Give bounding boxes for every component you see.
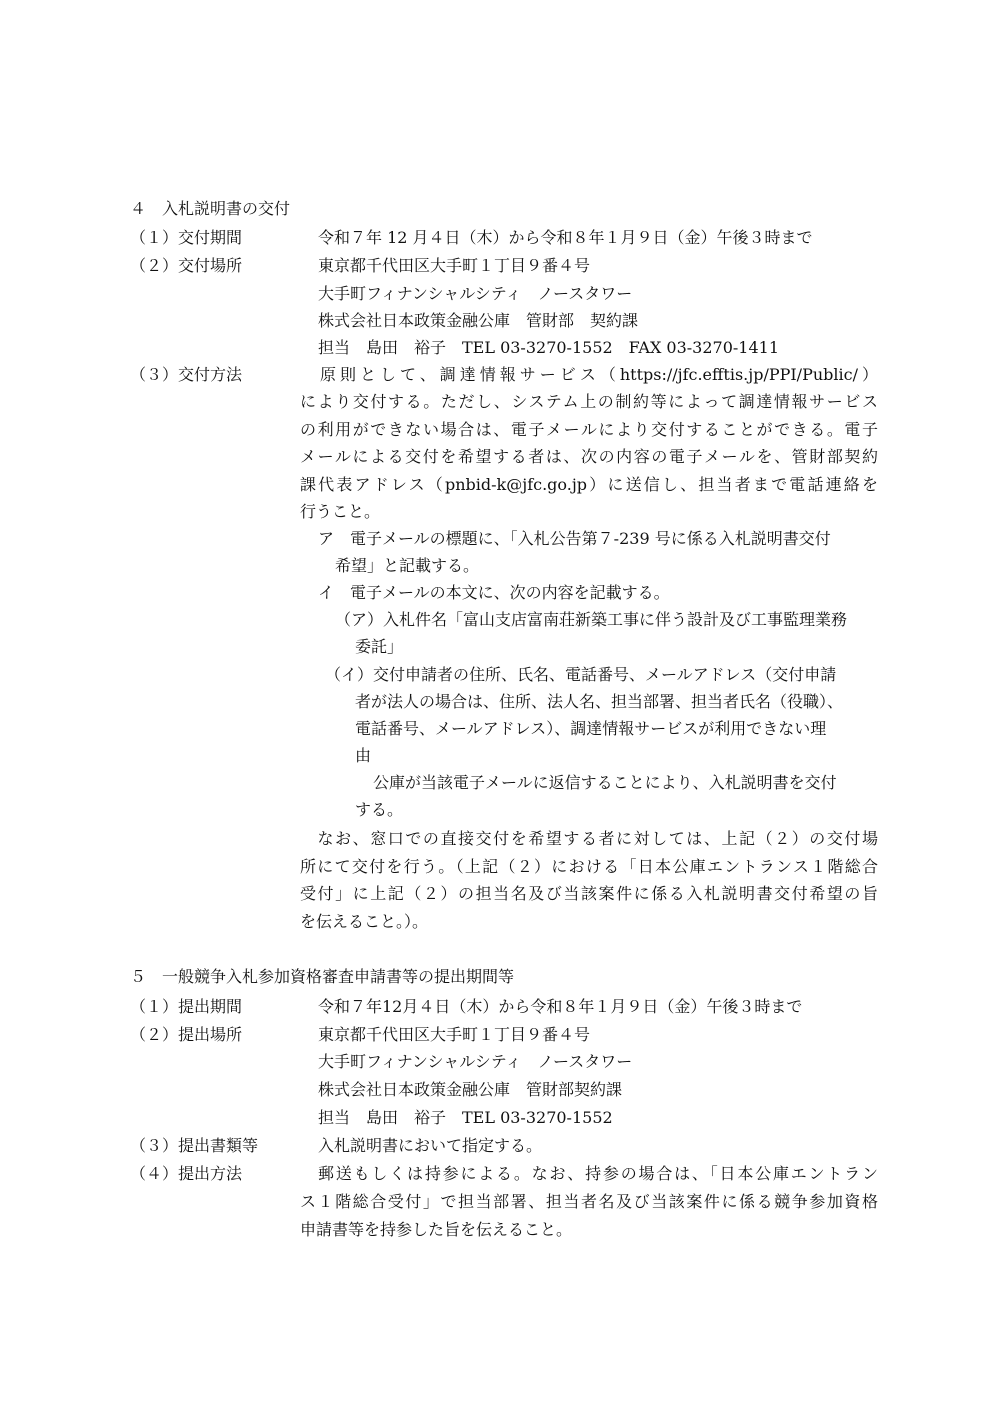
delivery-method-paragraph: により交付する。ただし、システム上の制約等によって調達情報サービス: [300, 392, 878, 411]
section-5-heading: ５ 一般競争入札参加資格審査申請書等の提出期間等: [130, 967, 515, 986]
sub-item-i-cont: 由: [355, 746, 372, 765]
delivery-method-paragraph: 原則として、調達情報サービス（https://jfc.efftis.jp/PPI/Public/）: [300, 365, 878, 384]
counter-note: なお、窓口での直接交付を希望する者に対しては、上記（２）の交付場: [300, 829, 878, 848]
delivery-method-paragraph: 行うこと。: [300, 502, 381, 521]
sub-item-i-cont: 電話番号、メールアドレス）、調達情報サービスが利用できない理: [355, 719, 827, 738]
submission-method-line: ス１階総合受付」で担当部署、担当者名及び当該案件に係る競争参加資格: [300, 1192, 878, 1211]
delivery-place-line: 大手町フィナンシャルシティ ノースタワー: [318, 284, 633, 303]
item-i: イ 電子メールの本文に、次の内容を記載する。: [318, 583, 670, 602]
sub-item-i-cont: 者が法人の場合は、住所、法人名、担当部署、担当者氏名（役職）、: [355, 692, 844, 711]
submission-method-label: （４）提出方法: [130, 1164, 243, 1183]
delivery-method-paragraph: 課代表アドレス（pnbid-k@jfc.go.jp）に送信し、担当者まで電話連絡を: [300, 475, 878, 494]
delivery-place-line: 株式会社日本政策金融公庫 管財部 契約課: [318, 311, 639, 330]
submission-period-value: 令和７年12月４日（木）から令和８年１月９日（金）午後３時まで: [318, 997, 803, 1016]
reply-note: 公庫が当該電子メールに返信することにより、入札説明書を交付: [373, 773, 837, 792]
delivery-place-line: 東京都千代田区大手町１丁目９番４号: [318, 256, 591, 275]
delivery-method-paragraph: メールによる交付を希望する者は、次の内容の電子メールを、管財部契約: [300, 447, 878, 466]
submission-period-label: （１）提出期間: [130, 997, 243, 1016]
submission-documents-value: 入札説明書において指定する。: [318, 1136, 543, 1155]
submission-documents-label: （３）提出書類等: [130, 1136, 259, 1155]
submission-place-label: （２）提出場所: [130, 1025, 243, 1044]
submission-method-line: 郵送もしくは持参による。なお、持参の場合は、「日本公庫エントラン: [318, 1164, 878, 1183]
sub-item-a-cont: 委託」: [355, 637, 404, 656]
counter-note: 所にて交付を行う。（上記（２）における「日本公庫エントランス１階総合: [300, 857, 878, 876]
sub-item-a: （ア）入札件名「富山支店富南荘新築工事に伴う設計及び工事監理業務: [335, 610, 848, 629]
submission-method-line: 申請書等を持参した旨を伝えること。: [300, 1220, 573, 1239]
counter-note: 受付」に上記（２）の担当名及び当該案件に係る入札説明書交付希望の旨: [300, 884, 878, 903]
item-a: ア 電子メールの標題に、「入札公告第７-239 号に係る入札説明書交付: [318, 529, 831, 548]
sub-item-i: （イ）交付申請者の住所、氏名、電話番号、メールアドレス（交付申請: [325, 665, 837, 684]
submission-place-contact: 担当 島田 裕子 TEL 03-3270-1552: [318, 1108, 613, 1127]
delivery-place-contact: 担当 島田 裕子 TEL 03-3270-1552 FAX 03-3270-1411: [318, 338, 780, 357]
item-a-cont: 希望」と記載する。: [335, 556, 480, 575]
counter-note: を伝えること。）。: [300, 912, 429, 931]
delivery-method-paragraph: の利用ができない場合は、電子メールにより交付することができる。電子: [300, 420, 878, 439]
delivery-method-label: （３）交付方法: [130, 365, 243, 384]
reply-note-cont: する。: [355, 800, 404, 819]
delivery-period-label: （１）交付期間: [130, 228, 243, 247]
submission-place-line: 大手町フィナンシャルシティ ノースタワー: [318, 1052, 633, 1071]
submission-place-line: 株式会社日本政策金融公庫 管財部契約課: [318, 1080, 623, 1099]
submission-place-line: 東京都千代田区大手町１丁目９番４号: [318, 1025, 591, 1044]
section-4-heading: ４ 入札説明書の交付: [130, 199, 291, 218]
delivery-period-value: 令和７年 12 月４日（木）から令和８年１月９日（金）午後３時まで: [318, 228, 813, 247]
delivery-place-label: （２）交付場所: [130, 256, 243, 275]
